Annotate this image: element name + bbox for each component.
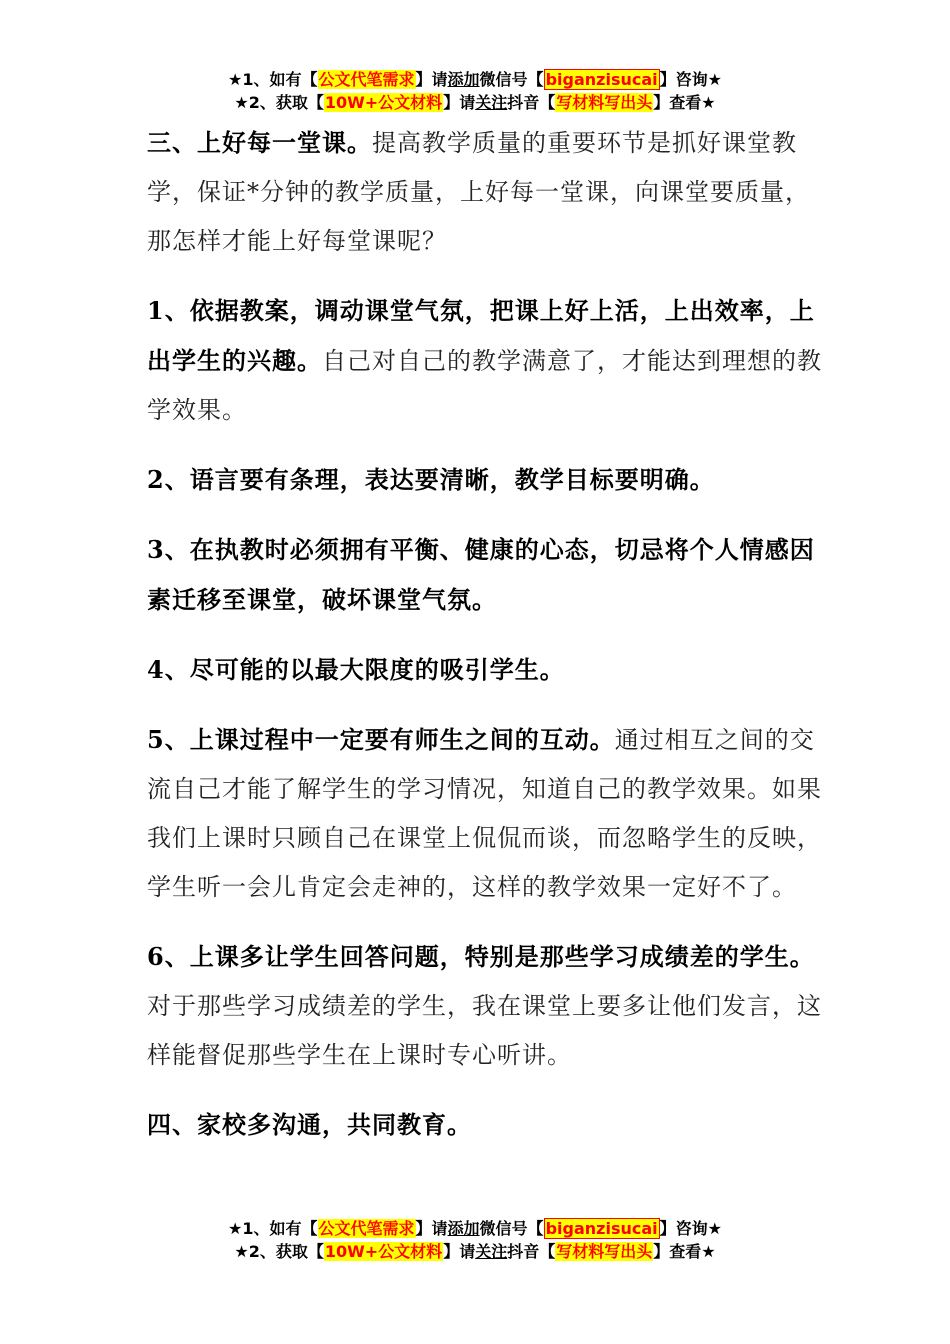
banner-text: 】咨询★ xyxy=(659,1219,722,1238)
section-heading: 三、上好每一堂课。 xyxy=(147,128,372,157)
list-item-1 xyxy=(147,286,827,435)
banner-underlined: 添加 xyxy=(447,70,480,89)
paragraph-text: 提高教学质量的重要环节是抓好课堂教学，保证*分钟的教学质量，上好每一堂课，向课堂要质量，那怎样才能上好每堂课呢？ xyxy=(147,129,810,255)
highlight-service: 公文代笔需求 xyxy=(318,1219,415,1238)
highlight-materials: 10W+公文材料 xyxy=(324,93,443,112)
item-heading: 2、语言要有条理，表达要清晰，教学目标要明确。 xyxy=(147,465,715,494)
highlight-service: 公文代笔需求 xyxy=(318,70,415,89)
highlight-douyin: 写材料写出头 xyxy=(556,93,653,112)
banner-underlined: 关注 xyxy=(475,1242,508,1261)
banner-line-2 xyxy=(0,1240,950,1263)
item-heading: 5、上课过程中一定要有师生之间的互动。 xyxy=(147,725,615,754)
banner-text: 】查看★ xyxy=(653,1242,716,1261)
banner-text: 】请 xyxy=(443,1242,476,1261)
highlight-douyin: 写材料写出头 xyxy=(556,1242,653,1261)
banner-line-1 xyxy=(0,68,950,91)
list-item-4 xyxy=(147,645,827,695)
banner-text: 】查看★ xyxy=(653,93,716,112)
banner-text: ★1、如有【 xyxy=(228,1219,318,1238)
item-heading: 6、上课多让学生回答问题，特别是那些学习成绩差的学生。 xyxy=(147,942,815,971)
banner-text: 】请 xyxy=(415,70,448,89)
list-item-2 xyxy=(147,455,827,505)
paragraph-text: 对于那些学习成绩差的学生，我在课堂上要多让他们发言，这样能督促那些学生在上课时专心听讲。 xyxy=(147,992,822,1069)
section-heading: 四、家校多沟通，共同教育。 xyxy=(147,1110,472,1139)
banner-text: 微信号【 xyxy=(479,70,544,89)
list-item-5 xyxy=(147,715,827,912)
footer-banner xyxy=(0,1217,950,1263)
highlight-wechat-id: biganzisucai xyxy=(545,1219,658,1238)
banner-text: 抖音【 xyxy=(507,1242,556,1261)
banner-text: 微信号【 xyxy=(479,1219,544,1238)
item-heading: 3、在执教时必须拥有平衡、健康的心态，切忌将个人情感因素迁移至课堂，破坏课堂气氛。 xyxy=(147,535,815,614)
banner-underlined: 关注 xyxy=(475,93,508,112)
banner-text: ★2、获取【 xyxy=(234,1242,324,1261)
highlight-materials: 10W+公文材料 xyxy=(324,1242,443,1261)
item-heading: 1、依据教案，调动课堂气氛，把课上好上活，上出效率，上出学生的兴趣。 xyxy=(147,296,815,375)
highlight-wechat-id: biganzisucai xyxy=(545,70,658,89)
banner-line-1 xyxy=(0,1217,950,1240)
banner-text: 抖音【 xyxy=(507,93,556,112)
section-three-paragraph xyxy=(147,118,827,266)
list-item-6 xyxy=(147,932,827,1080)
banner-text: 】咨询★ xyxy=(659,70,722,89)
header-banner xyxy=(0,68,950,114)
document-body xyxy=(147,118,827,1150)
item-heading: 4、尽可能的以最大限度的吸引学生。 xyxy=(147,655,565,684)
banner-text: 】请 xyxy=(443,93,476,112)
paragraph-text: 自己对自己的教学满意了，才能达到理想的教学效果。 xyxy=(147,347,822,424)
paragraph-text: 通过相互之间的交流自己才能了解学生的学习情况，知道自己的教学效果。如果我们上课时只顾自己在课堂上侃侃而谈，而忽略学生的反映，学生听一会儿肯定会走神的，这样的教学效果一定好不了。 xyxy=(147,726,822,901)
banner-text: ★1、如有【 xyxy=(228,70,318,89)
banner-text: 】请 xyxy=(415,1219,448,1238)
banner-text: ★2、获取【 xyxy=(234,93,324,112)
list-item-3 xyxy=(147,525,827,625)
section-four-paragraph xyxy=(147,1100,827,1150)
banner-underlined: 添加 xyxy=(447,1219,480,1238)
banner-line-2 xyxy=(0,91,950,114)
